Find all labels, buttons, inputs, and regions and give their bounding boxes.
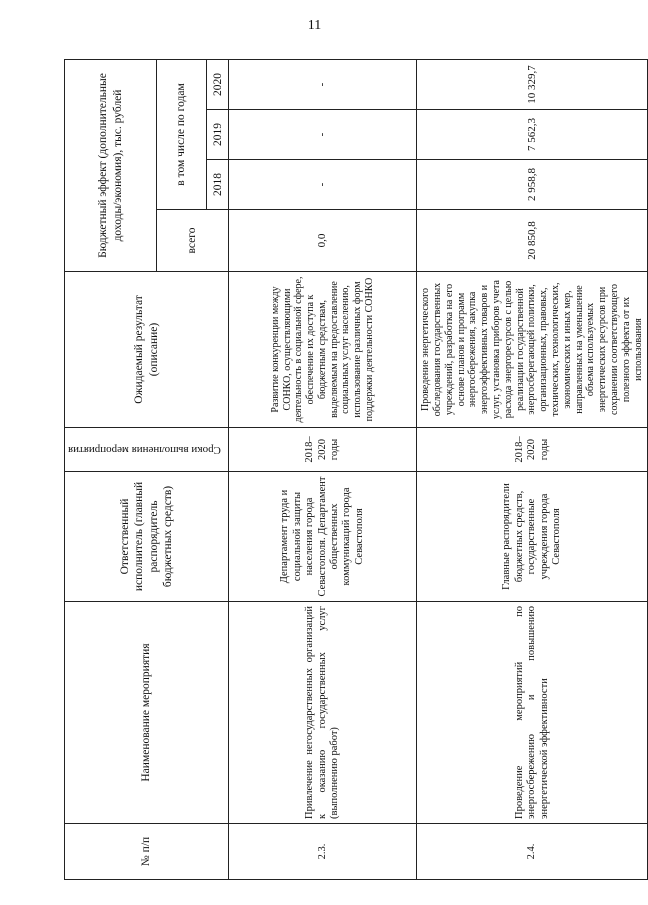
row-name: Проведение мероприятий по энергосбережению и повышению энергетической эффективности bbox=[417, 602, 648, 824]
table-row bbox=[229, 59, 417, 879]
row-2018: - bbox=[229, 160, 417, 210]
row-2018: 2 958,8 bbox=[417, 160, 648, 210]
row-term: 2018–2020 годы bbox=[417, 428, 648, 472]
row-result: Проведение энергетического обследования государственных учреждений, разработка на его основе планов и программ энергосбережения, закупка энергоэффективных товаров и услуг, установка приборов учета расхода энергоресурсов с целью реализации государственной энергосберегающей политики, организационных, правовых, технических, технологических, экономических и иных мер, направленных на уменьшение объема используемых энергетических ресурсов при сохранении соответствующего полезного эффекта от их использования bbox=[417, 272, 648, 428]
header-by-year: в том числе по годам bbox=[157, 59, 207, 209]
page-number: 11 bbox=[307, 18, 322, 33]
row-num: 2.3. bbox=[229, 824, 417, 880]
row-num: 2.4. bbox=[417, 824, 648, 880]
header-name: Наименование мероприятия bbox=[65, 602, 229, 824]
header-term-text: Сроки выполнения мероприятия bbox=[68, 444, 221, 457]
row-term: 2018–2020 годы bbox=[229, 428, 417, 472]
header-responsible: Ответственный исполнитель (главный распорядитель бюджетных средств) bbox=[65, 472, 229, 602]
header-num: № п/п bbox=[65, 824, 229, 880]
header-year-2020: 2020 bbox=[207, 59, 229, 109]
header-result: Ожидаемый результат (описание) bbox=[65, 272, 229, 428]
row-responsible: Главные распорядители бюджетных средств, государственные учреждения города Севастополя bbox=[417, 472, 648, 602]
row-2020: 10 329,7 bbox=[417, 59, 648, 109]
measures-table bbox=[64, 59, 648, 880]
row-name: Привлечение негосударственных организаций к оказанию государственных услуг (выполнению работ) bbox=[229, 602, 417, 824]
header-effect: Бюджетный эффект (дополнительные доходы/экономия), тыс. рублей bbox=[65, 59, 157, 271]
row-2019: 7 562,3 bbox=[417, 110, 648, 160]
header-year-2018: 2018 bbox=[207, 160, 229, 210]
row-2020: - bbox=[229, 59, 417, 109]
row-responsible: Департамент труда и социальной защиты населения города Севастополя. Департамент общественных коммуникаций города Севастополя bbox=[229, 472, 417, 602]
header-year-2019: 2019 bbox=[207, 110, 229, 160]
header-total: всего bbox=[157, 210, 229, 272]
row-2019: - bbox=[229, 110, 417, 160]
row-result: Развитие конкуренции между СОНКО, осуществляющими деятельность в социальной сфере, обеспечение их доступа к бюджетным средствам, выделяемым на предоставление социальных услуг населению, использование различных форм поддержки деятельности СОНКО bbox=[229, 272, 417, 428]
row-total: 0,0 bbox=[229, 210, 417, 272]
header-term bbox=[65, 428, 229, 472]
rotated-table-container bbox=[64, 60, 644, 880]
row-total: 20 850,8 bbox=[417, 210, 648, 272]
table-row bbox=[417, 59, 648, 879]
